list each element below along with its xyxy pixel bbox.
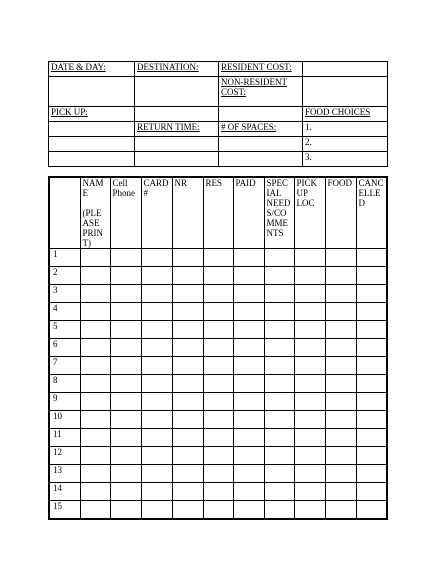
roster-cell-food[interactable]: [325, 357, 356, 375]
destination-value[interactable]: [135, 77, 219, 107]
roster-cell-nr[interactable]: [172, 447, 203, 465]
roster-cell-res[interactable]: [203, 285, 233, 303]
roster-cell-cancelled[interactable]: [356, 303, 387, 321]
roster-cell-name[interactable]: [80, 267, 110, 285]
roster-cell-special-needs[interactable]: [264, 393, 294, 411]
roster-cell-nr[interactable]: [172, 357, 203, 375]
roster-cell-special-needs[interactable]: [264, 375, 294, 393]
roster-cell-name[interactable]: [80, 303, 110, 321]
roster-cell-name[interactable]: [80, 375, 110, 393]
roster-header-pick-up-loc: PICK UP LOC: [294, 177, 325, 249]
roster-header-row: [49, 177, 387, 249]
roster-cell-food[interactable]: [325, 393, 356, 411]
date-day-label: DATE & DAY:: [49, 62, 135, 77]
roster-cell-cell-phone[interactable]: [110, 375, 141, 393]
table-row: [49, 393, 387, 411]
table-row: [49, 447, 387, 465]
roster-cell-special-needs[interactable]: [264, 303, 294, 321]
table-row: [49, 357, 387, 375]
num-spaces-value[interactable]: [219, 137, 303, 152]
row-number: 9: [49, 393, 80, 411]
table-row: [49, 249, 387, 267]
roster-cell-special-needs[interactable]: [264, 429, 294, 447]
roster-cell-paid[interactable]: [233, 447, 264, 465]
roster-header-res: RES: [203, 177, 233, 249]
roster-cell-special-needs[interactable]: [264, 249, 294, 267]
roster-cell-paid[interactable]: [233, 339, 264, 357]
table-row: [49, 465, 387, 483]
roster-cell-cell-phone[interactable]: [110, 249, 141, 267]
roster-cell-paid[interactable]: [233, 393, 264, 411]
roster-cell-res[interactable]: [203, 429, 233, 447]
roster-cell-food[interactable]: [325, 465, 356, 483]
roster-cell-special-needs[interactable]: [264, 321, 294, 339]
roster-cell-cancelled[interactable]: [356, 465, 387, 483]
roster-cell-nr[interactable]: [172, 393, 203, 411]
roster-cell-pick-up-loc[interactable]: [294, 411, 325, 429]
roster-cell-res[interactable]: [203, 393, 233, 411]
food-choice-2[interactable]: 2.: [303, 137, 388, 152]
roster-cell-pick-up-loc[interactable]: [294, 267, 325, 285]
roster-cell-res[interactable]: [203, 447, 233, 465]
roster-cell-cell-phone[interactable]: [110, 429, 141, 447]
roster-header-name: NAME (PLE ASE PRIN T): [80, 177, 110, 249]
roster-cell-paid[interactable]: [233, 357, 264, 375]
resident-cost-label: RESIDENT COST:: [219, 62, 303, 77]
roster-cell-pick-up-loc[interactable]: [294, 393, 325, 411]
roster-cell-nr[interactable]: [172, 465, 203, 483]
roster-cell-nr[interactable]: [172, 375, 203, 393]
roster-table: [48, 176, 388, 520]
roster-cell-pick-up-loc[interactable]: [294, 465, 325, 483]
roster-cell-name[interactable]: [80, 483, 110, 501]
row-number: 8: [49, 375, 80, 393]
row-number: 7: [49, 357, 80, 375]
roster-cell-cell-phone[interactable]: [110, 501, 141, 519]
table-row: [49, 339, 387, 357]
row-number: 4: [49, 303, 80, 321]
roster-cell-food[interactable]: [325, 267, 356, 285]
roster-cell-special-needs[interactable]: [264, 465, 294, 483]
table-row: [49, 411, 387, 429]
roster-cell-cell-phone[interactable]: [110, 267, 141, 285]
roster-cell-nr[interactable]: [172, 339, 203, 357]
roster-header-cancelled: CANC ELLE D: [356, 177, 387, 249]
roster-cell-cell-phone[interactable]: [110, 303, 141, 321]
roster-cell-cancelled[interactable]: [356, 321, 387, 339]
roster-cell-nr[interactable]: [172, 429, 203, 447]
roster-cell-paid[interactable]: [233, 249, 264, 267]
roster-cell-cell-phone[interactable]: [110, 393, 141, 411]
roster-cell-res[interactable]: [203, 501, 233, 519]
roster-cell-food[interactable]: [325, 303, 356, 321]
table-row: [49, 267, 387, 285]
roster-cell-paid[interactable]: [233, 483, 264, 501]
roster-cell-pick-up-loc[interactable]: [294, 501, 325, 519]
roster-cell-food[interactable]: [325, 447, 356, 465]
info-blank-cell[interactable]: [49, 122, 135, 137]
info-blank-cell[interactable]: [135, 152, 219, 167]
roster-cell-cancelled[interactable]: [356, 285, 387, 303]
roster-cell-cancelled[interactable]: [356, 429, 387, 447]
roster-cell-cancelled[interactable]: [356, 375, 387, 393]
info-row-1: [49, 62, 388, 77]
info-row-2: [49, 77, 388, 107]
roster-cell-food[interactable]: [325, 429, 356, 447]
roster-cell-special-needs[interactable]: [264, 339, 294, 357]
roster-cell-cell-phone[interactable]: [110, 411, 141, 429]
roster-cell-cancelled[interactable]: [356, 393, 387, 411]
roster-cell-res[interactable]: [203, 339, 233, 357]
info-row-4: [49, 122, 388, 137]
roster-cell-card[interactable]: [141, 447, 172, 465]
roster-cell-pick-up-loc[interactable]: [294, 357, 325, 375]
roster-cell-special-needs[interactable]: [264, 411, 294, 429]
roster-cell-name[interactable]: [80, 465, 110, 483]
roster-cell-special-needs[interactable]: [264, 483, 294, 501]
roster-cell-cell-phone[interactable]: [110, 321, 141, 339]
table-row: [49, 285, 387, 303]
roster-cell-pick-up-loc[interactable]: [294, 249, 325, 267]
roster-cell-nr[interactable]: [172, 483, 203, 501]
roster-cell-special-needs[interactable]: [264, 285, 294, 303]
roster-header-number: [49, 177, 80, 249]
table-row: [49, 501, 387, 519]
trip-info-table: [48, 61, 388, 167]
roster-cell-cancelled[interactable]: [356, 483, 387, 501]
roster-cell-paid[interactable]: [233, 321, 264, 339]
roster-cell-res[interactable]: [203, 483, 233, 501]
pick-up-label: PICK UP:: [49, 107, 135, 122]
roster-cell-name[interactable]: [80, 411, 110, 429]
table-row: [49, 375, 387, 393]
roster-cell-food[interactable]: [325, 501, 356, 519]
table-row: [49, 429, 387, 447]
row-number: 2: [49, 267, 80, 285]
resident-cost-value[interactable]: [303, 62, 388, 77]
row-number: 6: [49, 339, 80, 357]
roster-cell-paid[interactable]: [233, 303, 264, 321]
roster-cell-card[interactable]: [141, 303, 172, 321]
roster-cell-res[interactable]: [203, 321, 233, 339]
destination-label: DESTINATION:: [135, 62, 219, 77]
roster-cell-paid[interactable]: [233, 429, 264, 447]
food-choice-1[interactable]: 1.: [303, 122, 388, 137]
roster-cell-pick-up-loc[interactable]: [294, 447, 325, 465]
roster-cell-name[interactable]: [80, 285, 110, 303]
table-row: [49, 483, 387, 501]
info-blank-cell[interactable]: [49, 137, 135, 152]
row-number: 3: [49, 285, 80, 303]
roster-cell-card[interactable]: [141, 267, 172, 285]
roster-cell-cell-phone[interactable]: [110, 483, 141, 501]
roster-cell-name[interactable]: [80, 447, 110, 465]
roster-cell-food[interactable]: [325, 483, 356, 501]
roster-cell-cell-phone[interactable]: [110, 339, 141, 357]
roster-cell-pick-up-loc[interactable]: [294, 483, 325, 501]
roster-cell-food[interactable]: [325, 411, 356, 429]
roster-header-paid: PAID: [233, 177, 264, 249]
roster-cell-card[interactable]: [141, 483, 172, 501]
info-blank-cell[interactable]: [219, 152, 303, 167]
roster-cell-res[interactable]: [203, 411, 233, 429]
roster-cell-name[interactable]: [80, 393, 110, 411]
info-row-5: [49, 137, 388, 152]
roster-cell-card[interactable]: [141, 393, 172, 411]
roster-cell-nr[interactable]: [172, 321, 203, 339]
row-number: 15: [49, 501, 80, 519]
roster-cell-paid[interactable]: [233, 267, 264, 285]
roster-cell-card[interactable]: [141, 375, 172, 393]
roster-cell-res[interactable]: [203, 375, 233, 393]
roster-cell-cell-phone[interactable]: [110, 447, 141, 465]
return-time-label: RETURN TIME:: [135, 122, 219, 137]
roster-cell-cell-phone[interactable]: [110, 357, 141, 375]
roster-cell-card[interactable]: [141, 411, 172, 429]
roster-cell-name[interactable]: [80, 501, 110, 519]
roster-cell-card[interactable]: [141, 339, 172, 357]
non-resident-cost-value[interactable]: [303, 77, 388, 107]
roster-cell-card[interactable]: [141, 357, 172, 375]
non-resident-cost-label: NON-RESIDENT COST:: [219, 77, 303, 107]
roster-cell-res[interactable]: [203, 303, 233, 321]
row-number: 1: [49, 249, 80, 267]
roster-cell-special-needs[interactable]: [264, 501, 294, 519]
roster-cell-name[interactable]: [80, 357, 110, 375]
roster-cell-cancelled[interactable]: [356, 501, 387, 519]
num-spaces-label: # OF SPACES:: [219, 122, 303, 137]
roster-header-special-needs: SPEC IAL NEED S/CO MME NTS: [264, 177, 294, 249]
roster-cell-cancelled[interactable]: [356, 267, 387, 285]
info-row-3: [49, 107, 388, 122]
roster-cell-card[interactable]: [141, 285, 172, 303]
roster-cell-food[interactable]: [325, 321, 356, 339]
roster-cell-food[interactable]: [325, 249, 356, 267]
roster-header-cell-phone: Cell Phone: [110, 177, 141, 249]
roster-cell-paid[interactable]: [233, 411, 264, 429]
roster-cell-food[interactable]: [325, 339, 356, 357]
roster-cell-card[interactable]: [141, 429, 172, 447]
roster-cell-nr[interactable]: [172, 285, 203, 303]
roster-cell-card[interactable]: [141, 501, 172, 519]
roster-cell-food[interactable]: [325, 375, 356, 393]
roster-cell-food[interactable]: [325, 285, 356, 303]
roster-cell-pick-up-loc[interactable]: [294, 285, 325, 303]
roster-cell-name[interactable]: [80, 339, 110, 357]
roster-cell-paid[interactable]: [233, 465, 264, 483]
row-number: 13: [49, 465, 80, 483]
food-choices-label: FOOD CHOICES: [303, 107, 388, 122]
roster-header-food: FOOD: [325, 177, 356, 249]
roster-cell-card[interactable]: [141, 321, 172, 339]
roster-cell-cell-phone[interactable]: [110, 465, 141, 483]
roster-cell-special-needs[interactable]: [264, 267, 294, 285]
row-number: 10: [49, 411, 80, 429]
date-day-value[interactable]: [49, 77, 135, 107]
roster-cell-pick-up-loc[interactable]: [294, 339, 325, 357]
info-row-6: [49, 152, 388, 167]
food-choice-3[interactable]: 3.: [303, 152, 388, 167]
roster-cell-cancelled[interactable]: [356, 249, 387, 267]
roster-cell-paid[interactable]: [233, 375, 264, 393]
roster-header-nr: NR: [172, 177, 203, 249]
row-number: 14: [49, 483, 80, 501]
table-row: [49, 303, 387, 321]
roster-cell-nr[interactable]: [172, 411, 203, 429]
roster-cell-pick-up-loc[interactable]: [294, 321, 325, 339]
roster-cell-card[interactable]: [141, 249, 172, 267]
roster-cell-cancelled[interactable]: [356, 357, 387, 375]
roster-cell-pick-up-loc[interactable]: [294, 429, 325, 447]
roster-cell-nr[interactable]: [172, 303, 203, 321]
return-time-value[interactable]: [135, 137, 219, 152]
roster-cell-res[interactable]: [203, 357, 233, 375]
roster-cell-res[interactable]: [203, 465, 233, 483]
roster-cell-special-needs[interactable]: [264, 447, 294, 465]
roster-cell-nr[interactable]: [172, 249, 203, 267]
info-blank-cell[interactable]: [49, 152, 135, 167]
roster-cell-name[interactable]: [80, 321, 110, 339]
info-blank-cell[interactable]: [219, 107, 303, 122]
roster-cell-paid[interactable]: [233, 501, 264, 519]
roster-cell-pick-up-loc[interactable]: [294, 375, 325, 393]
table-row: [49, 321, 387, 339]
roster-cell-cell-phone[interactable]: [110, 285, 141, 303]
roster-cell-nr[interactable]: [172, 501, 203, 519]
roster-cell-special-needs[interactable]: [264, 357, 294, 375]
roster-cell-paid[interactable]: [233, 285, 264, 303]
roster-cell-res[interactable]: [203, 249, 233, 267]
row-number: 5: [49, 321, 80, 339]
row-number: 11: [49, 429, 80, 447]
pick-up-value[interactable]: [135, 107, 219, 122]
roster-cell-cancelled[interactable]: [356, 339, 387, 357]
roster-cell-card[interactable]: [141, 465, 172, 483]
roster-cell-res[interactable]: [203, 267, 233, 285]
row-number: 12: [49, 447, 80, 465]
roster-cell-nr[interactable]: [172, 267, 203, 285]
roster-header-card: CARD #: [141, 177, 172, 249]
roster-cell-name[interactable]: [80, 249, 110, 267]
roster-cell-cancelled[interactable]: [356, 411, 387, 429]
roster-cell-name[interactable]: [80, 429, 110, 447]
roster-cell-pick-up-loc[interactable]: [294, 303, 325, 321]
roster-cell-cancelled[interactable]: [356, 447, 387, 465]
